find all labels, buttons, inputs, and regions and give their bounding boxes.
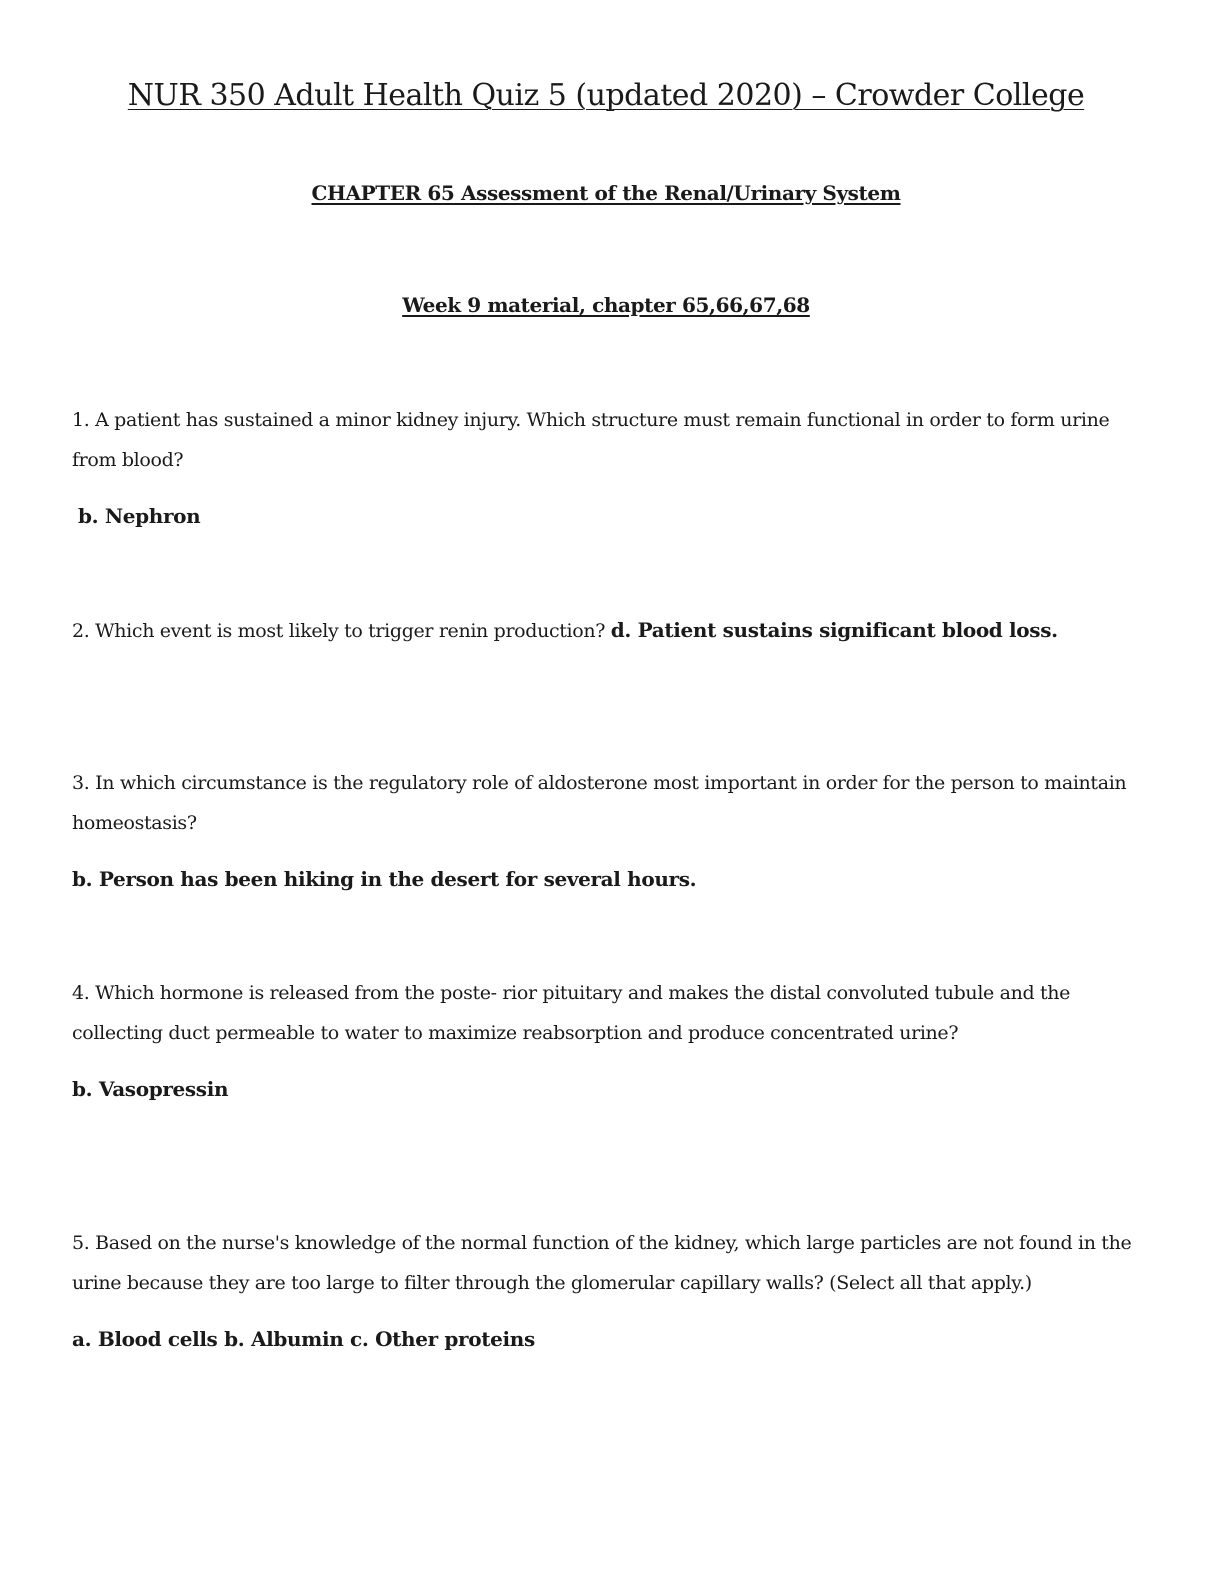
answer-text: b. Person has been hiking in the desert for several hours. — [72, 867, 697, 891]
question-block-5 — [72, 1223, 1132, 1359]
question-block-4 — [72, 973, 1132, 1109]
answer-text: b. Vasopressin — [72, 1077, 229, 1101]
answer-text: a. Blood cells b. Albumin c. Other proteins — [72, 1327, 535, 1351]
answer-text: b. Nephron — [78, 504, 201, 528]
question-text: 1. A patient has sustained a minor kidney injury. Which structure must remain functional in order to form urine from blood? — [72, 409, 1110, 471]
question-with-answer — [72, 610, 1132, 651]
question-text: 4. Which hormone is released from the poste- rior pituitary and makes the distal convoluted tubule and the collecting duct permeable to water to maximize reabsorption and produce concentrated urine? — [72, 982, 1071, 1044]
document-title: NUR 350 Adult Health Quiz 5 (updated 2020) – Crowder College — [127, 78, 1085, 113]
question-block-2 — [72, 610, 1132, 651]
chapter-heading: CHAPTER 65 Assessment of the Renal/Urinary System — [311, 181, 901, 205]
question-text: 5. Based on the nurse's knowledge of the normal function of the kidney, which large particles are not found in the urine because they are too large to filter through the glomerular capillary walls? (Select all that apply.) — [72, 1232, 1132, 1294]
answer-text: d. Patient sustains significant blood loss. — [610, 618, 1058, 642]
question-block-3 — [72, 763, 1132, 899]
question-text: 3. In which circumstance is the regulatory role of aldosterone most important in order for the person to maintain homeostasis? — [72, 772, 1127, 834]
question-text: 2. Which event is most likely to trigger renin production? — [72, 620, 606, 642]
question-block-1 — [72, 400, 1132, 536]
week-heading: Week 9 material, chapter 65,66,67,68 — [402, 293, 810, 317]
